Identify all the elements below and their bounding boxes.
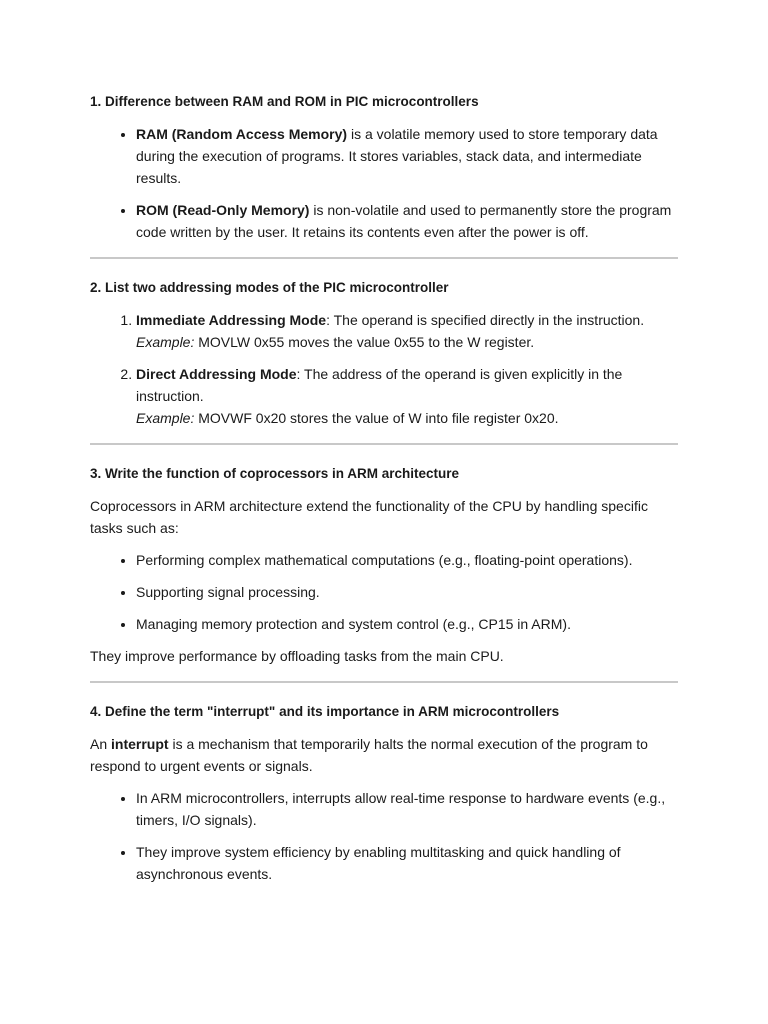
section-coprocessors: [90, 463, 678, 667]
intro-suffix: is a mechanism that temporarily halts the normal execution of the program to respond to urgent events or signals.: [90, 736, 648, 774]
list-item: • They improve system efficiency by enabling multitasking and quick handling of asynchronous events.: [136, 841, 678, 885]
intro-prefix: An: [90, 736, 112, 752]
section-intro: Coprocessors in ARM architecture extend the functionality of the CPU by handling specific tasks such as:: [90, 498, 648, 536]
example-label: Example:: [136, 410, 195, 426]
list-item: [136, 363, 678, 429]
numbered-list: [90, 309, 678, 429]
list-item: • Managing memory protection and system control (e.g., CP15 in ARM).: [136, 613, 678, 635]
list-item: • Performing complex mathematical computations (e.g., floating-point operations).: [136, 549, 678, 571]
section-interrupts: [90, 701, 678, 885]
example-text: MOVWF 0x20 stores the value of W into file register 0x20.: [194, 410, 559, 426]
mode-name: Immediate Addressing Mode: [136, 312, 327, 328]
example-label: Example:: [136, 334, 195, 350]
mode-description: : The address of the operand is given explicitly in the instruction.: [136, 366, 623, 404]
section-heading: 4. Define the term "interrupt" and its importance in ARM microcontrollers: [90, 704, 560, 719]
bullet-list: [90, 549, 678, 635]
document-page: [90, 91, 678, 895]
term-interrupt: interrupt: [111, 736, 169, 752]
section-heading: 3. Write the function of coprocessors in ARM architecture: [90, 466, 460, 481]
section-divider: [90, 443, 678, 445]
mode-name: Direct Addressing Mode: [136, 366, 297, 382]
example-text: MOVLW 0x55 moves the value 0x55 to the W register.: [194, 334, 535, 350]
section-heading: 2. List two addressing modes of the PIC microcontroller: [90, 280, 449, 295]
list-item: • In ARM microcontrollers, interrupts allow real-time response to hardware events (e.g., timers, I/O signals).: [136, 787, 678, 831]
section-divider: [90, 257, 678, 259]
term-ram: RAM (Random Access Memory): [136, 126, 348, 142]
section-ram-rom: [90, 91, 678, 243]
section-outro: They improve performance by offloading tasks from the main CPU.: [90, 648, 504, 664]
bullet-list: [90, 123, 678, 243]
section-intro: [90, 733, 678, 777]
term-description: is a volatile memory used to store temporary data during the execution of programs. It stores variables, stack data, and intermediate results.: [136, 126, 658, 186]
section-heading: 1. Difference between RAM and ROM in PIC microcontrollers: [90, 94, 479, 109]
term-description: is non-volatile and used to permanently store the program code written by the user. It retains its contents even after the power is off.: [136, 202, 672, 240]
section-addressing-modes: [90, 277, 678, 429]
section-divider: [90, 681, 678, 683]
bullet-list: [90, 787, 678, 885]
list-item: [136, 199, 678, 243]
mode-description: : The operand is specified directly in the instruction.: [326, 312, 645, 328]
term-rom: ROM (Read-Only Memory): [136, 202, 310, 218]
list-item: [136, 123, 678, 189]
list-item: [136, 309, 678, 353]
list-item: • Supporting signal processing.: [136, 581, 678, 603]
